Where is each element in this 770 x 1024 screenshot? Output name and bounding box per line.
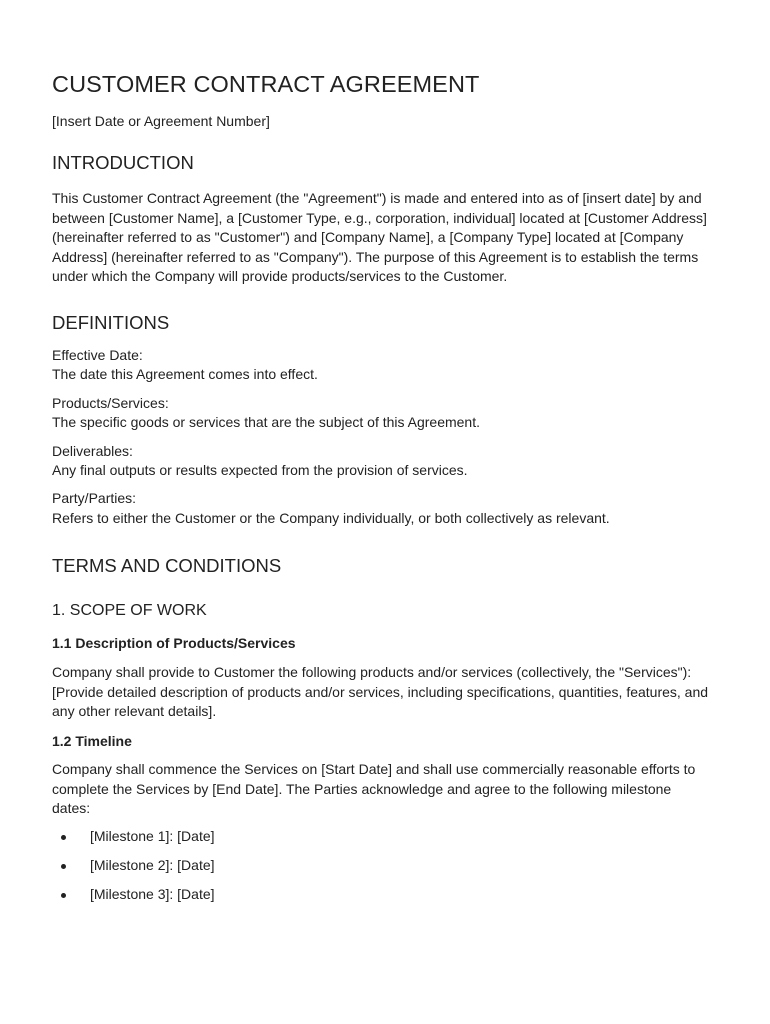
definition-term: Deliverables: xyxy=(52,442,133,459)
definition-item xyxy=(52,394,710,433)
definition-term: Party/Parties: xyxy=(52,490,137,507)
introduction-heading: INTRODUCTION xyxy=(52,152,194,173)
description-heading: 1.1 Description of Products/Services xyxy=(52,635,296,652)
definition-item xyxy=(52,346,710,385)
definition-term: Products/Services: xyxy=(52,394,169,411)
document-subtitle: [Insert Date or Agreement Number] xyxy=(52,113,270,129)
milestone-text: [Milestone 3]: [Date] xyxy=(90,885,215,902)
definition-description: The date this Agreement comes into effect. xyxy=(52,366,318,383)
document-title: CUSTOMER CONTRACT AGREEMENT xyxy=(52,71,480,97)
definition-item xyxy=(52,489,710,528)
definition-item xyxy=(52,442,710,481)
definition-description: Any final outputs or results expected from the provision of services. xyxy=(52,462,468,478)
timeline-heading: 1.2 Timeline xyxy=(52,733,132,749)
milestone-text: [Milestone 1]: [Date] xyxy=(90,827,215,844)
definition-description: Refers to either the Customer or the Company individually, or both collectively as relevant. xyxy=(52,509,610,526)
description-text: Company shall provide to Customer the following products and/or services (collectively, the "Services"): [Provide detailed description of products and/or services, including specifications, quantities, features, and any other relevant details]. xyxy=(52,664,709,720)
milestone-text: [Milestone 2]: [Date] xyxy=(90,856,215,873)
milestone-item xyxy=(52,827,710,846)
bullet-icon xyxy=(61,893,66,898)
bullet-icon xyxy=(61,835,66,840)
definitions-heading: DEFINITIONS xyxy=(52,311,170,333)
milestone-item xyxy=(52,885,710,904)
milestone-item xyxy=(52,856,710,875)
timeline-text: Company shall commence the Services on [Start Date] and shall use commercially reasonable efforts to complete the Services by [End Date]. The Parties acknowledge and agree to the following milestone dates: xyxy=(52,761,696,817)
definition-description: The specific goods or services that are the subject of this Agreement. xyxy=(52,414,480,431)
introduction-text: This Customer Contract Agreement (the "Agreement") is made and entered into as of [insert date] by and between [Customer Name], a [Customer Type, e.g., corporation, individual] located at [Customer Address] (hereinafter referred to as "Customer") and [Company Name], a [Company Type] located at [Company Address] (hereinafter referred to as "Company"). The purpose of this Agreement is to establish the terms under which the Company will provide products/services to the Customer. xyxy=(52,190,707,285)
scope-of-work-heading: 1. SCOPE OF WORK xyxy=(52,602,207,620)
bullet-icon xyxy=(61,864,66,869)
definition-term: Effective Date: xyxy=(52,346,143,363)
milestone-list xyxy=(52,827,710,904)
definitions-list xyxy=(52,346,710,528)
terms-heading: TERMS AND CONDITIONS xyxy=(52,555,282,577)
